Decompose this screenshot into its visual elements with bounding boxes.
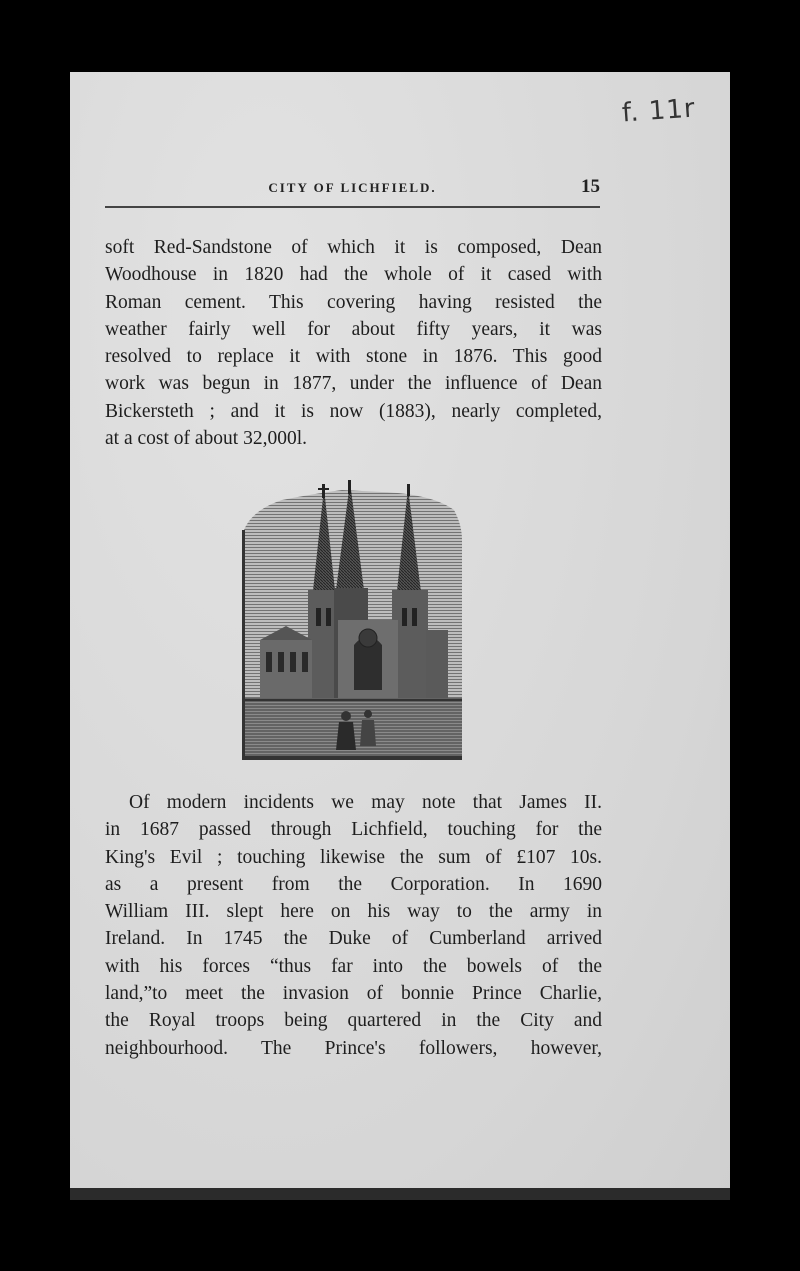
text-line: work was begun in 1877, under the influence of Dean [105, 373, 602, 395]
text-line: as a present from the Corporation. In 1690 [105, 873, 602, 895]
text-line: Roman cement. This covering having resisted the [105, 291, 602, 313]
text-line: the Royal troops being quartered in the City and [105, 1010, 602, 1032]
text-line: in 1687 passed through Lichfield, touching for the [105, 819, 602, 841]
text-line: Ireland. In 1745 the Duke of Cumberland arrived [105, 928, 602, 950]
text-line: William III. slept here on his way to the army in [105, 901, 602, 923]
paragraph-1 [105, 234, 602, 452]
text-line: soft Red-Sandstone of which it is composed, Dean [105, 237, 602, 258]
text-line: neighbourhood. The Prince's followers, however, [105, 1037, 602, 1059]
folio-mark: f. 11r [621, 93, 697, 129]
text-line: resolved to replace it with stone in 1876. This good [105, 346, 602, 368]
text-line: land,”to meet the invasion of bonnie Prince Charlie, [105, 983, 602, 1005]
text-line: at a cost of about 32,000l. [105, 428, 307, 450]
page-number: 15 [581, 176, 600, 197]
text-line: King's Evil ; touching likewise the sum of £107 10s. [105, 846, 602, 868]
page-header [105, 176, 600, 208]
text-line: weather fairly well for about fifty years, it was [105, 318, 602, 340]
running-title: CITY OF LICHFIELD. [268, 180, 437, 195]
text-line: Of modern incidents we may note that James II. [129, 792, 602, 813]
text-line: with his forces “thus far into the bowels of the [105, 955, 602, 977]
paragraph-2 [105, 789, 602, 1062]
page-bottom-edge [70, 1188, 730, 1200]
text-line: Bickersteth ; and it is now (1883), nearly completed, [105, 400, 602, 422]
cathedral-engraving-icon [242, 480, 464, 762]
text-line: Woodhouse in 1820 had the whole of it cased with [105, 264, 602, 286]
